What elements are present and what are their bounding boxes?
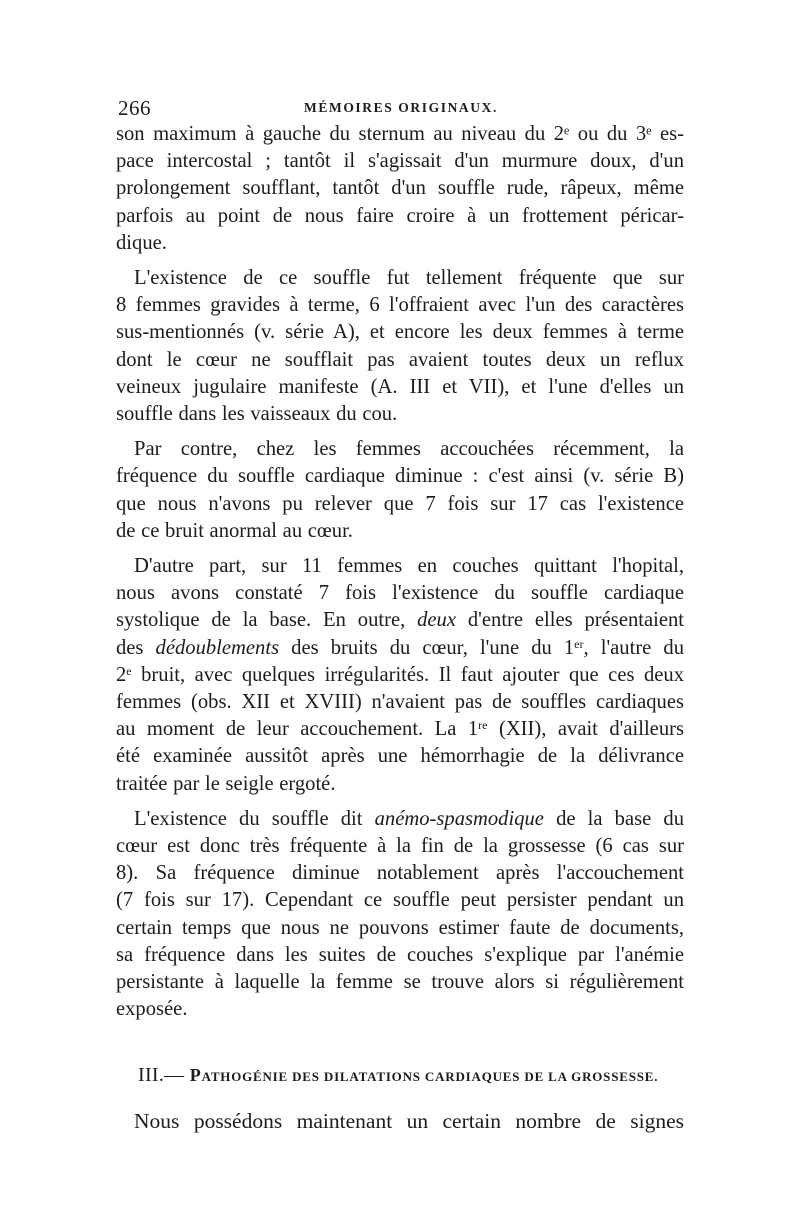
superscript: e	[126, 663, 132, 678]
running-title: MÉMOIRES ORIGINAUX.	[304, 100, 498, 115]
text-line	[116, 662, 684, 689]
text-run: d'entre elles présentaient	[456, 609, 684, 632]
text-line: fréquence du souffle cardiaque diminue : c'est ainsi (v. série B)	[116, 465, 684, 488]
text-line: sus-mentionnés (v. série A), et encore les deux femmes à terme	[116, 321, 684, 344]
text-line: cœur est donc très fréquente à la fin de la grossesse (6 cas sur	[116, 835, 684, 858]
paragraph	[116, 121, 684, 257]
text-run: (XII), avait d'ailleurs	[487, 718, 684, 741]
text-line: veineux jugulaire manifeste (A. III et VII), et l'une d'elles un	[116, 375, 684, 398]
italic-text: dédoublements	[155, 636, 280, 659]
paragraph	[116, 436, 684, 545]
text-line: Par contre, chez les femmes accouchées récemment, la	[134, 438, 684, 461]
text-line: dont le cœur ne soufflait pas avaient toutes deux un reflux	[116, 348, 684, 371]
text-line: parfois au point de nous faire croire à un frottement péricar-	[116, 204, 684, 227]
section-heading	[138, 1064, 698, 1087]
superscript: re	[478, 718, 488, 733]
text-line: nous avons constaté 7 fois l'existence du souffle cardiaque	[116, 582, 684, 605]
body-text	[116, 121, 684, 1024]
text-line: que nous n'avons pu relever que 7 fois sur 17 cas l'existence	[116, 492, 684, 515]
superscript: er	[574, 636, 584, 651]
text-line: dique.	[116, 231, 167, 254]
text-run: , l'autre du	[583, 636, 684, 659]
text-line: 8 femmes gravides à terme, 6 l'offraient avec l'un des caractères	[116, 294, 684, 317]
running-head	[118, 96, 684, 122]
text-line: prolongement soufflant, tantôt d'un souffle rude, râpeux, même	[116, 177, 684, 200]
page-number: 266	[118, 96, 151, 120]
paragraph	[116, 265, 684, 428]
text-line: L'existence de ce souffle fut tellement fréquente que sur	[134, 267, 684, 290]
text-line: exposée.	[116, 998, 188, 1021]
text-line: Nous possédons maintenant un certain nombre de signes	[134, 1109, 684, 1133]
text-line: pace intercostal ; tantôt il s'agissait d'un murmure doux, d'un	[116, 150, 684, 173]
text-run: au moment de leur accouchement. La 1	[116, 718, 479, 741]
text-line: souffle dans les vaisseaux du cou.	[116, 403, 398, 426]
text-run: des	[116, 636, 156, 659]
text-line: femmes (obs. XII et XVIII) n'avaient pas de souffles cardiaques	[116, 691, 684, 714]
text-line: son maximum à gauche du sternum au niveau du 2ᵉ ou du 3ᵉ es-	[116, 123, 684, 145]
text-line: persistante à laquelle la femme se trouve alors si régulièrement	[116, 971, 684, 994]
text-run: L'existence du souffle dit	[134, 807, 375, 830]
italic-text: anémo-spasmodique	[374, 807, 544, 830]
text-run: bruit, avec quelques irrégularités. Il faut ajouter que ces deux	[131, 663, 684, 686]
text-line: traitée par le seigle ergoté.	[116, 772, 336, 795]
text-line: (7 fois sur 17). Cependant ce souffle peut persister pendant un	[116, 889, 684, 912]
text-line: de ce bruit anormal au cœur.	[116, 519, 353, 542]
text-line: D'autre part, sur 11 femmes en couches quittant l'hopital,	[134, 555, 684, 578]
text-run: systolique de la base. En outre,	[116, 609, 418, 632]
paragraph	[116, 553, 684, 798]
text-run: des bruits du cœur, l'une du 1	[279, 636, 575, 659]
text-line	[116, 635, 684, 662]
text-line	[116, 806, 684, 833]
text-line: certain temps que nous ne pouvons estimer faute de documents,	[116, 916, 684, 939]
text-run: de la base du	[543, 807, 684, 830]
section-title	[189, 1065, 659, 1085]
italic-text: deux	[417, 609, 456, 632]
text-run: 2	[116, 663, 127, 686]
text-line: sa fréquence dans les suites de couches s'explique par l'anémie	[116, 943, 684, 966]
text-line: 8). Sa fréquence diminue notablement après l'accouchement	[116, 862, 684, 885]
section-numeral: III.—	[138, 1064, 185, 1086]
text-line	[116, 607, 684, 634]
text-line: été examinée aussitôt après une hémorrhagie de la délivrance	[116, 745, 684, 768]
text-line	[116, 716, 684, 743]
section-title-text: PATHOGÉNIE DES DILATATIONS CARDIAQUES DE LA GROSSESSE.	[189, 1065, 659, 1085]
paragraph	[116, 806, 684, 1024]
